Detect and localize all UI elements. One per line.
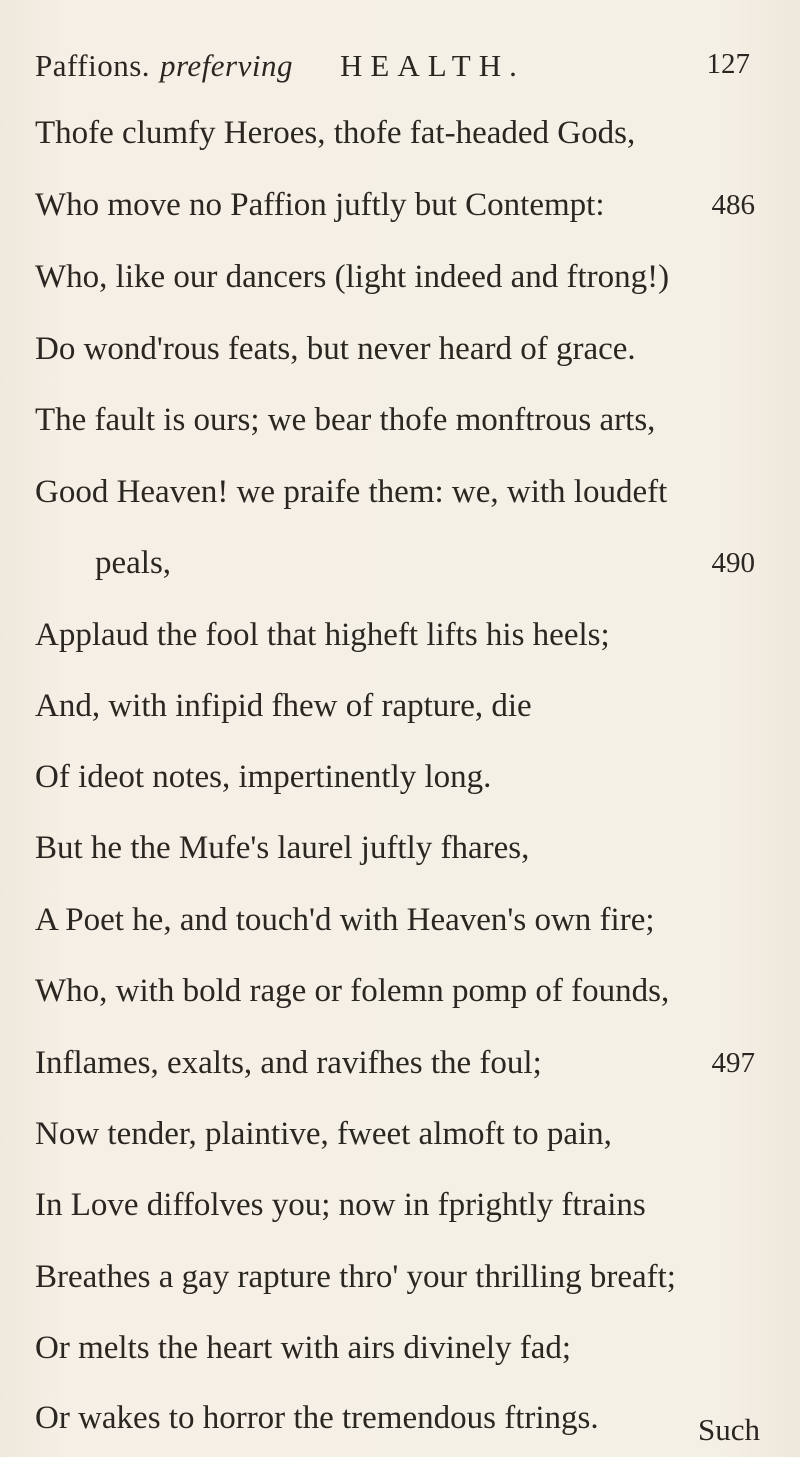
line-number: 497 [711,1047,755,1079]
catchword: Such [698,1412,760,1447]
verse-line [35,1257,676,1297]
verse-line [35,185,755,225]
line-number: 486 [711,189,755,221]
verse-line [35,686,532,726]
header-title: HEALTH. [340,48,525,83]
verse-text: Inflames, exalts, and ravifhes the foul; [35,1045,542,1081]
verse-line [35,257,669,297]
verse-text: Now tender, plaintive, fweet almoft to pain, [35,1116,612,1152]
verse-line [35,1114,612,1154]
header-section [35,48,293,84]
header-italic-word: preferving [160,48,293,83]
verse-line [35,1185,646,1225]
verse-line [35,828,529,868]
verse-text: Breathes a gay rapture thro' your thrilling breaft; [35,1259,676,1295]
verse-text: Of ideot notes, impertinently long. [35,759,492,795]
verse-text: Or wakes to horror the tremendous ftrings. [35,1400,599,1436]
verse-text: Or melts the heart with airs divinely fad; [35,1330,572,1366]
verse-line [35,900,655,940]
verse-text: And, with infipid fhew of rapture, die [35,688,532,724]
verse-text: The fault is ours; we bear thofe monftrous arts, [35,402,656,438]
verse-line [35,400,655,440]
verse-text: But he the Mufe's laurel juftly fhares, [35,830,530,866]
verse-text: Who move no Paffion juftly but Contempt: [35,187,605,223]
verse-text: Do wond'rous feats, but never heard of grace. [35,331,636,367]
verse-line [35,472,667,512]
verse-text: In Love diffolves you; now in fprightly ftrains [35,1187,646,1223]
verse-line [35,757,491,797]
verse-text: Who, with bold rage or folemn pomp of founds, [35,973,670,1009]
running-header [35,48,775,98]
line-number: 490 [711,547,755,579]
verse-line [35,1398,599,1438]
header-section-word: Paffions. [35,48,151,83]
verse-line [35,971,669,1011]
verse-text: Who, like our dancers (light indeed and ftrong!) [35,259,670,295]
verse-line [35,1043,755,1083]
verse-text: Thofe clumfy Heroes, thofe fat-headed Gods, [35,115,636,151]
verse-line [95,543,755,583]
verse-line [35,615,610,655]
verse-line [35,329,636,369]
verse-line [35,113,635,153]
verse-text: Applaud the fool that higheft lifts his heels; [35,617,610,653]
verse-text: Good Heaven! we praife them: we, with loudeft [35,474,668,510]
verse-line [35,1328,571,1368]
page-number: 127 [706,48,750,80]
verse-text: A Poet he, and touch'd with Heaven's own fire; [35,902,655,938]
verse-text: peals, [95,545,172,581]
